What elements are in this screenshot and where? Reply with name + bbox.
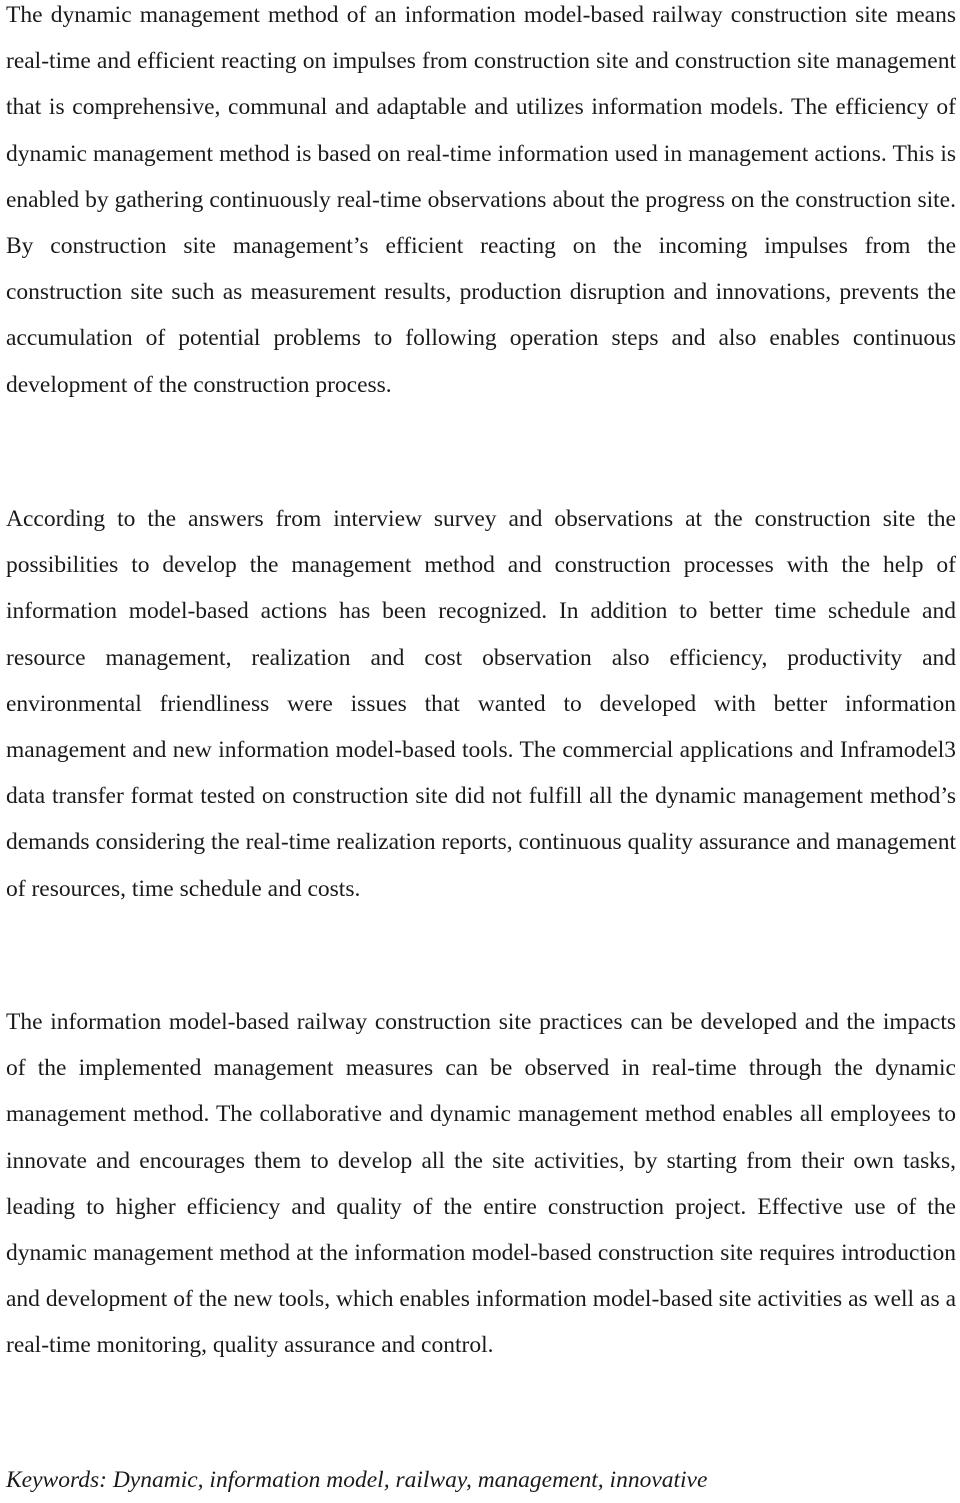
paragraph-site-practices-development: The information model-based railway construction site practices can be developed and the impacts of the implemented management measures can be observed in real-time through the dynamic management method. The collaborative and dynamic management method enables all employees to innovate and encourages them to develop all the site activities, by starting from their own tasks, leading to higher efficiency and quality of the entire construction project. Effective use of the dynamic management method at the information model-based construction site requires introduction and development of the new tools, which enables information model-based site activities as well as a real-time monitoring, quality assurance and control. <box>6 1009 956 1359</box>
paragraph-interview-survey-results: According to the answers from interview survey and observations at the construction site the possibilities to develop the management method and construction processes with the help of information model-based actions has been recognized. In addition to better time schedule and resource management, realization and cost observation also efficiency, productivity and environmental friendliness were issues that wanted to developed with better information management and new information model-based tools. The commercial applications and Inframodel3 data transfer format tested on construction site did not fulfill all the dynamic management method’s demands considering the real-time realization reports, continuous quality assurance and management of resources, time schedule and costs. <box>6 506 956 902</box>
paragraph-dynamic-management-method: The dynamic management method of an information model-based railway construction site means real-time and efficient reacting on impulses from construction site and construction site management that is comprehensive, communal and adaptable and utilizes information models. The efficiency of dynamic management method is based on real-time information used in management actions. This is enabled by gathering continuously real-time observations about the progress on the construction site. By construction site management’s efficient reacting on the incoming impulses from the construction site such as measurement results, production disruption and innovations, prevents the accumulation of potential problems to following operation steps and also enables continuous development of the construction process. <box>6 2 956 398</box>
keywords-line: Keywords: Dynamic, information model, railway, management, innovative <box>6 1467 708 1493</box>
